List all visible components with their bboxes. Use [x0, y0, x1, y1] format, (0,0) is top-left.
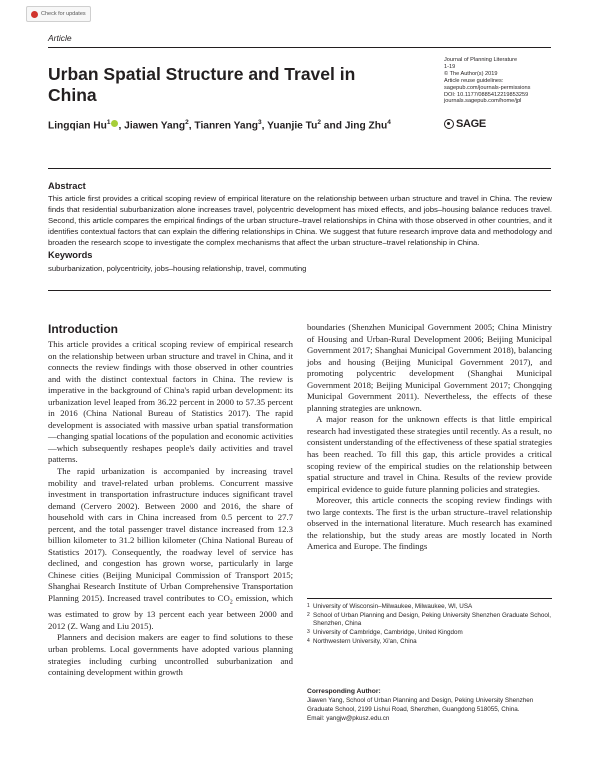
affiliation-number: 4: [307, 637, 310, 644]
affiliation-number: 3: [307, 629, 310, 636]
sage-logo-icon: [444, 119, 454, 129]
corresponding-author: [307, 688, 557, 724]
corresponding-heading: Corresponding Author:: [307, 688, 381, 695]
paragraph: [48, 466, 293, 632]
author-list: [48, 119, 391, 131]
affiliation-number: 1: [307, 603, 310, 609]
journal-name: Journal of Planning Literature: [444, 57, 518, 63]
paragraph: Moreover, this article connects the scoping review findings with two large contexts. The first is the urban structure–travel relationship observed in the international literature. Much research has examined the relationship, but the study areas are mostly located in North America and Europe. The findings: [307, 495, 552, 552]
check-for-updates-badge[interactable]: [26, 6, 91, 22]
affiliation-item: [307, 638, 557, 647]
paragraph: A major reason for the unknown effects is that little empirical research had investigated these strategies until recently. As a result, no consistent understanding of the effectiveness of these spatial strategies has been reached. To fill this gap, this article provides a critical scoping review of the empirical studies on the relationship between spatial structure and travel in China. Results of the review provide empirical evidence to guide future planning policies and strategies.: [307, 414, 552, 494]
author-name: Jiawen Yang: [124, 120, 186, 132]
paragraph-text: emission, which was estimated to grow by 13 percent each year between 2000 and 2012 (Z. Wang and Liu 2015).: [48, 593, 293, 631]
affiliation-item: [307, 603, 557, 612]
publisher-name: SAGE: [456, 118, 486, 130]
footnote-rule: [307, 598, 552, 599]
author-affiliation: 1: [106, 119, 111, 126]
subscript: 2: [229, 599, 233, 606]
author-name: Tianren Yang: [194, 120, 259, 132]
header-rule: [48, 47, 551, 48]
author-affiliation: 2: [185, 119, 189, 126]
affiliation-item: [307, 629, 557, 638]
author-separator: ,: [188, 120, 195, 132]
journal-doi[interactable]: DOI: 10.1177/0885412219853259: [444, 91, 529, 98]
paragraph: Planners and decision makers are eager to find solutions to these urban problems. Local governments have adopted various planning strategies including curbing uncontrolled suburbanization and containing development within growth: [48, 632, 293, 678]
abstract-rule: [48, 290, 551, 291]
author-affiliation: 3: [258, 119, 262, 126]
affiliation-number: 2: [307, 611, 310, 618]
paragraph: boundaries (Shenzhen Municipal Government 2005; China Ministry of Housing and Urban-Rural Development 2006; Beijing Municipal Government 2017; Shanghai Municipal Government 2018), balancing jobs and housing (Beijing Municipal Government 2017), and promoting polycentric development (Shanghai Municipal Government 2018; Beijing Municipal Government 2017; Chongqing Municipal Government 2011). Nevertheless, the effects of these planning strategies are unknown.: [307, 322, 552, 413]
affiliation-item: [307, 612, 557, 629]
affiliations: [307, 603, 557, 647]
journal-info: [444, 57, 559, 105]
body-column-right: [307, 322, 552, 553]
affiliation-text: Northwestern University, Xi'an, China: [313, 637, 417, 645]
author-name: Lingqian Hu: [48, 120, 107, 132]
author-affiliation: 2: [317, 119, 321, 126]
badge-label: Check for updates: [41, 11, 86, 17]
affiliation-text: University of Wisconsin–Milwaukee, Milwaukee, WI, USA: [313, 603, 473, 610]
journal-copyright: © The Author(s) 2019: [444, 70, 498, 77]
abstract-heading: Abstract: [48, 181, 86, 191]
author-affiliation: 4: [387, 119, 391, 126]
author-separator: ,: [118, 120, 125, 132]
author-name: Yuanjie Tu: [267, 120, 318, 132]
abstract-text: This article first provides a critical scoping review of empirical literature on the relationship between urban structure and travel in China. The review finds that residential suburbanization alone increases travel, polycentric development has mixed effects, and jobs–housing balance reduces travel. Second, this article compares the empirical findings of the urban structure–travel relationships in China with those observed in other countries, and it identifies contextual factors that can explain the differing relationships in China. We suggest that future research improve data and methodology and broaden the research scope to investigate the complex mechanisms that affect the urban structure–travel relationship in China.: [48, 194, 552, 247]
corresponding-email[interactable]: Email: yangjw@pkusz.edu.cn: [307, 714, 390, 722]
corresponding-address: Jiawen Yang, School of Urban Planning and Design, Peking University Shenzhen Graduate School, 2199 Lishui Road, Shenzhen, Guangdong 518055, China.: [307, 696, 534, 713]
author-name: Jing Zhu: [344, 120, 388, 132]
body-column-left: [48, 339, 293, 679]
journal-reuse-link[interactable]: sagepub.com/journals-permissions: [444, 84, 531, 91]
title-rule: [48, 168, 551, 169]
article-type: Article: [48, 33, 72, 43]
section-heading-introduction: Introduction: [48, 322, 118, 336]
update-icon: [31, 11, 38, 18]
publisher-logo: [444, 118, 486, 130]
journal-pages: 1-19: [444, 63, 456, 70]
paragraph-text: The rapid urbanization is accompanied by increasing travel mobility and travel-related urban problems. Concurrent massive investment in transportation infrastructure induces significant travel demand (Cervero 2002). Between 2000 and 2016, the share of household with cars in China increased from 0.5 percent to 27.7 percent, and the total passenger travel distance increased from 12.3 billion kilometer to 31.2 billion kilometer (China National Bureau of Statistics 2017). Consequently, the roadway level of service has declined, and congestion has grown worse, particularly in large Chinese cities (Beijing Municipal Commission of Transport 2015; Shanghai Research Institute of Urban Comprehensive Transportation Planning 2015). Increased travel contributes to CO: [48, 466, 293, 604]
keywords-text: suburbanization, polycentricity, jobs–housing relationship, travel, commuting: [48, 264, 307, 273]
affiliation-text: University of Cambridge, Cambridge, United Kingdom: [313, 629, 463, 637]
author-separator: ,: [261, 120, 268, 132]
paper-title: Urban Spatial Structure and Travel in China: [48, 64, 356, 105]
journal-reuse: Article reuse guidelines:: [444, 77, 504, 84]
paragraph: This article provides a critical scoping review of empirical research on the relationship between urban structure and travel in China, and it connects the review findings with those observed in other countries and with the distinct contextual factors in China. The review is imperative in the background of China's rapid urban development: its urbanization level leaped from 36.22 percent in 2000 to 57.35 percent in 2016 (China National Bureau of Statistics 2017). The rapid development is associated with massive urban spatial transformation—changing spatial locations of the population and economic activities—which subsequently reshapes people's daily activities and travel patterns.: [48, 339, 293, 465]
affiliation-text: School of Urban Planning and Design, Peking University Shenzhen Graduate School, Shenzhen, China: [313, 611, 552, 628]
author-separator: and: [320, 120, 345, 132]
journal-site-link[interactable]: journals.sagepub.com/home/jpl: [444, 98, 522, 105]
keywords-heading: Keywords: [48, 250, 93, 260]
